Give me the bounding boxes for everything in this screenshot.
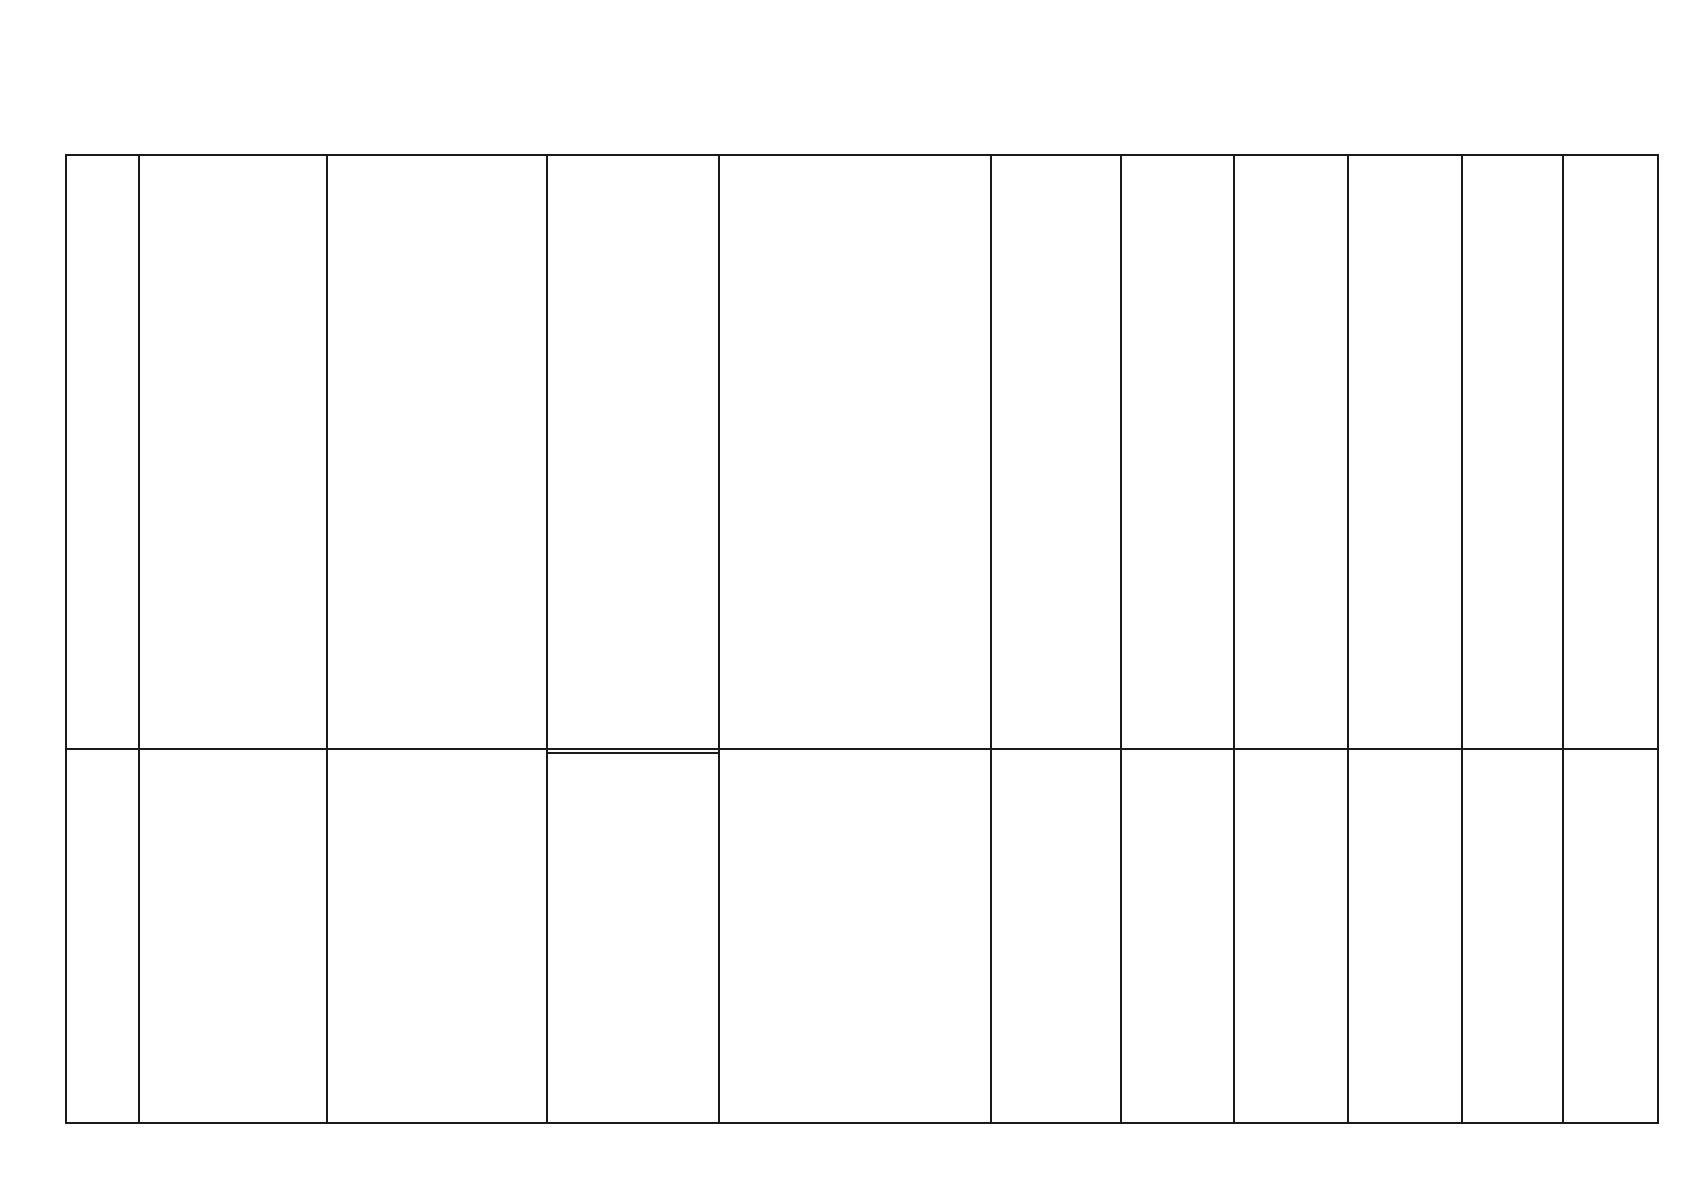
mechanism-subsidies: [551, 754, 715, 758]
cell-event: [327, 155, 547, 749]
cell-value-3: [1234, 749, 1348, 1123]
cell-value-2: [1121, 155, 1234, 749]
cell-event: [327, 749, 547, 1123]
table-row-continued: [66, 155, 1658, 749]
cell-value-3: [1234, 155, 1348, 749]
cell-value-6: [1563, 155, 1658, 749]
cell-value-6: [1563, 749, 1658, 1123]
cell-mechanism: [547, 155, 719, 749]
cell-number: [66, 155, 139, 749]
cell-value-1: [991, 749, 1121, 1123]
cell-value-4: [1348, 155, 1462, 749]
cell-number: [66, 749, 139, 1123]
cell-value-1: [991, 155, 1121, 749]
cell-mechanism: [547, 749, 719, 1123]
cell-value-5: [1462, 749, 1563, 1123]
cell-description: [719, 155, 991, 749]
cell-value-5: [1462, 155, 1563, 749]
cell-value-2: [1121, 749, 1234, 1123]
cell-description: [719, 749, 991, 1123]
program-table: [65, 154, 1659, 1124]
cell-value-4: [1348, 749, 1462, 1123]
cell-result: [139, 155, 327, 749]
table-row-item: [66, 749, 1658, 1123]
cell-result: [139, 749, 327, 1123]
